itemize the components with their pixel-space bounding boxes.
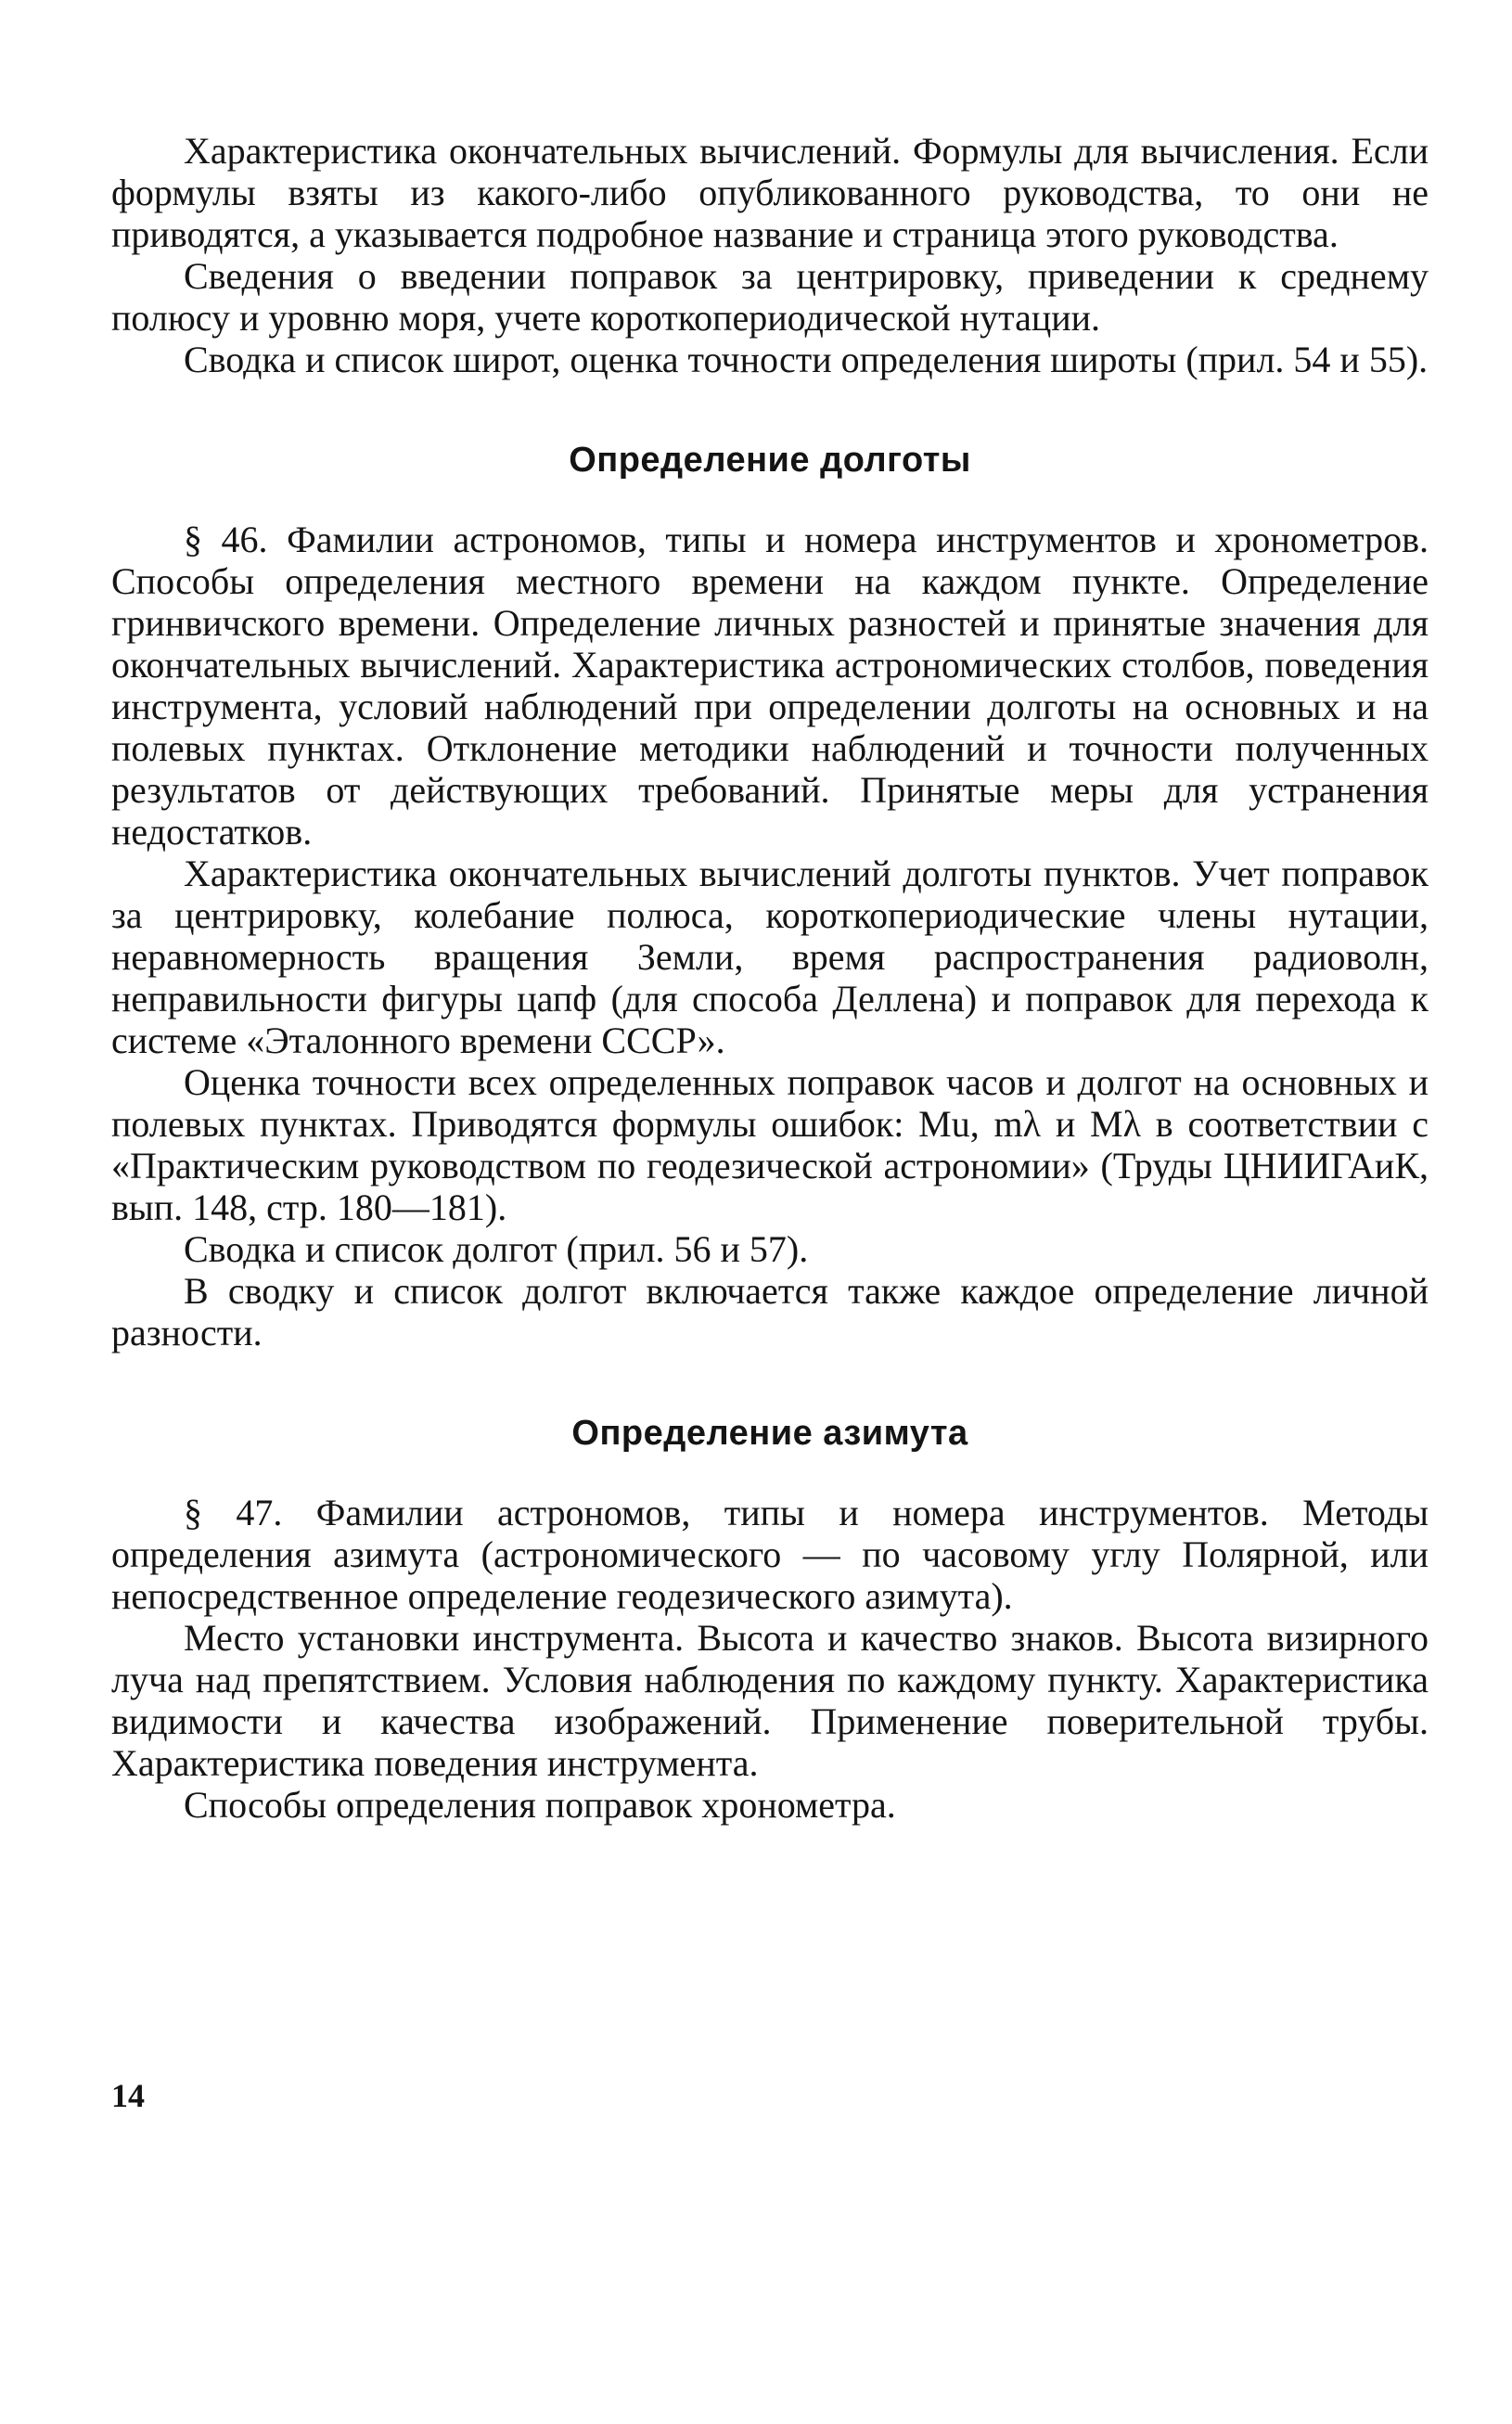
paragraph-longitude-summary: Сводка и список долгот (прил. 56 и 57). bbox=[184, 1228, 809, 1270]
heading-azimuth: Определение азимута bbox=[571, 1414, 968, 1453]
paragraph-chronometer-corrections: Способы определения поправок хронометра. bbox=[184, 1784, 896, 1826]
paragraph-latitude-summary: Сводка и список широт, оценка точности определения широты (прил. 54 и 55). bbox=[184, 339, 1429, 380]
paragraph-corrections-info: Сведения о введении поправок за центрировку, приведении к среднему полюсу и уровню моря, учете короткопериодической нутации. bbox=[111, 255, 1429, 339]
paragraph-personal-difference: В сводку и список долгот включается также каждое определение личной разности. bbox=[111, 1270, 1429, 1353]
heading-longitude: Определение долготы bbox=[569, 441, 971, 480]
document-page bbox=[111, 130, 1429, 1826]
paragraph-instrument-setup: Место установки инструмента. Высота и качество знаков. Высота визирного луча над препятствием. Условия наблюдения по каждому пункту. Характеристика видимости и качества изображений. Применение поверительной трубы. Характеристика поведения инструмента. bbox=[111, 1617, 1429, 1784]
paragraph-accuracy-estimate: Оценка точности всех определенных поправок часов и долгот на основных и полевых пунктах. Приводятся формулы ошибок: Mu, mλ и Mλ в соответствии с «Практическим руководством по геодезической астрономии» (Труды ЦНИИГАиК, вып. 148, стр. 180—181). bbox=[111, 1061, 1429, 1228]
paragraph-section-46: § 46. Фамилии астрономов, типы и номера инструментов и хронометров. Способы определения местного времени на каждом пункте. Определение гринвичского времени. Определение личных разностей и принятые значения для окончательных вычислений. Характеристика астрономических столбов, поведения инструмента, условий наблюдений при определении долготы на основных и на полевых пунктах. Отклонение методики наблюдений и точности полученных результатов от действующих требований. Принятые меры для устранения недостатков. bbox=[111, 519, 1429, 853]
paragraph-longitude-computations: Характеристика окончательных вычислений долготы пунктов. Учет поправок за центрировку, колебание полюса, короткопериодические члены нутации, неравномерность вращения Земли, время распространения радиоволн, неправильности фигуры цапф (для способа Деллена) и поправок для перехода к системе «Эталонного времени СССР». bbox=[111, 853, 1429, 1061]
paragraph-final-computations: Характеристика окончательных вычислений. Формулы для вычисления. Если формулы взяты из какого-либо опубликованного руководства, то они не приводятся, а указывается подробное название и страница этого руководства. bbox=[111, 130, 1429, 255]
paragraph-section-47: § 47. Фамилии астрономов, типы и номера инструментов. Методы определения азимута (астрономического — по часовому углу Полярной, или непосредственное определение геодезического азимута). bbox=[111, 1492, 1429, 1617]
page-number: 14 bbox=[111, 2077, 145, 2114]
